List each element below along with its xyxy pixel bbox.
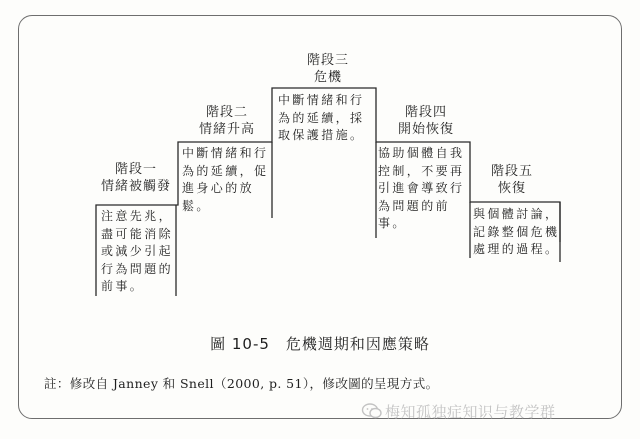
chat-bubble-icon xyxy=(361,400,383,422)
watermark xyxy=(361,400,556,422)
stage-2-body: 中斷情緒和行 為的延續，促 進身心的放 鬆。 xyxy=(182,146,269,213)
stage-3-body: 中斷情緒和行 為的延續，採 取保護措施。 xyxy=(278,93,365,142)
stage-4-body: 協助個體自我 控制，不要再 引進會導致行 為問題的前 事。 xyxy=(378,146,465,230)
stage-5-title: 階段五 恢復 xyxy=(490,164,533,196)
stage-2-title: 階段二 情緒升高 xyxy=(198,105,255,137)
figure-note: 註：修改自 Janney 和 Snell（2000, p. 51），修改圖的呈現方式。 xyxy=(44,376,439,391)
figure-caption: 圖 10-5 危機週期和因應策略 xyxy=(210,335,430,353)
stage-4-title: 階段四 開始恢復 xyxy=(397,105,454,137)
stage-1-title: 階段一 情緒被觸發 xyxy=(100,162,171,194)
stage-3-title: 階段三 危機 xyxy=(306,53,349,85)
stage-5-body: 與個體討論， 記錄整個危機 處理的過程。 xyxy=(473,207,560,256)
stage-1-body: 注意先兆， 盡可能消除 或減少引起 行為問題的 前事。 xyxy=(101,209,174,293)
watermark-text: 梅知孤独症知识与教学群 xyxy=(385,402,556,421)
